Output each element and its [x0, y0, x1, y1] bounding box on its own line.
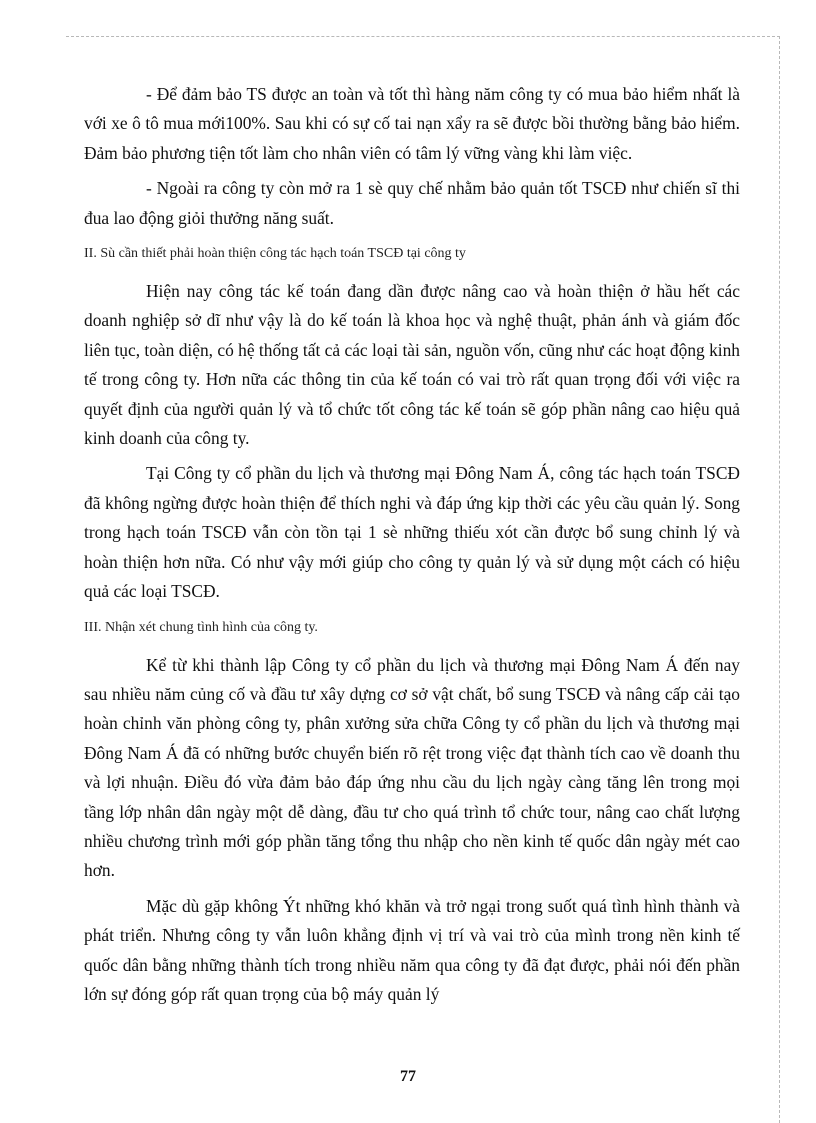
section-heading-2: II. Sù cần thiết phải hoàn thiện công tác hạch toán TSCĐ tại công ty — [84, 246, 466, 262]
page-number: 77 — [400, 1068, 416, 1085]
paragraph-regulations: - Ngoài ra công ty còn mở ra 1 sè quy chế nhằm bảo quản tốt TSCĐ như chiến sĩ thi đua lao động giỏi thưởng năng suất. — [84, 178, 740, 228]
paragraph-challenges: Mặc dù gặp không Ýt những khó khăn và trở ngại trong suốt quá tình hình thành và phát triển. Nhưng công ty vẫn luôn khẳng định vị trí và vai trò của mình trong nền kinh tế quốc dân bằng những thành tích trong nhiều năm qua công ty đã đạt được, phải nói đến phần lớn sự đóng góp rất quan trọng của bộ máy quản lý — [84, 895, 740, 1004]
paragraph-company-development: Kể từ khi thành lập Công ty cổ phần du lịch và thương mại Đông Nam Á đến nay sau nhiều năm củng cố và đầu tư xây dựng cơ sở vật chất, bổ sung TSCĐ và nâng cấp cải tạo hoàn chỉnh văn phòng công ty, phân xưởng sửa chữa Công ty cổ phần du lịch và thương mại Đông Nam Á đã có những bước chuyển biến rõ rệt trong việc đạt thành tích cao về doanh thu và lợi nhuận. Điều đó vừa đảm bảo đáp ứng nhu cầu du lịch ngày càng tăng lên trong mọi tầng lớp nhân dân ngày một dễ dàng, đầu tư cho quá trình tổ chức tour, nâng cao chất lượng nhiều chương trình mới góp phần tăng tổng thu nhập cho nền kinh tế quốc dân ngày mét cao hơn. — [84, 654, 740, 881]
paragraph-insurance: - Để đảm bảo TS được an toàn và tốt thì hàng năm công ty có mua bảo hiểm nhất là với xe ô tô mua mới100%. Sau khi có sự cố tai nạn xẩy ra sẽ được bồi thường bằng bảo hiểm. Đảm bảo phương tiện tốt làm cho nhân viên có tâm lý vững vàng khi làm việc. — [84, 84, 740, 163]
paragraph-fixed-asset-accounting: Tại Công ty cổ phần du lịch và thương mại Đông Nam Á, công tác hạch toán TSCĐ đã không ngừng được hoàn thiện để thích nghi và đáp ứng kịp thời các yêu cầu quản lý. Song trong hạch toán TSCĐ vẫn còn tồn tại 1 sè những thiếu xót cần được bổ sung chỉnh lý và hoàn thiện hơn nữa. Có như vậy mới giúp cho công ty quản lý và sử dụng một cách có hiệu quả các loại TSCĐ. — [84, 463, 740, 602]
section-heading-3: III. Nhận xét chung tình hình của công ty. — [84, 619, 318, 635]
document-body — [84, 80, 740, 1009]
paragraph-accounting-role: Hiện nay công tác kế toán đang dần được nâng cao và hoàn thiện ở hầu hết các doanh nghiệp sở dĩ như vậy là do kế toán là khoa học và nghệ thuật, phản ánh và giám đốc liên tục, toàn diện, có hệ thống tất cả các loại tài sản, nguồn vốn, cũng như các hoạt động kinh tế trong công ty. Hơn nữa các thông tin của kế toán có vai trò rất quan trọng đối với việc ra quyết định của người quản lý và tổ chức tốt công tác kế toán sẽ góp phần nâng cao hiệu quả kinh doanh của công ty. — [84, 281, 740, 449]
